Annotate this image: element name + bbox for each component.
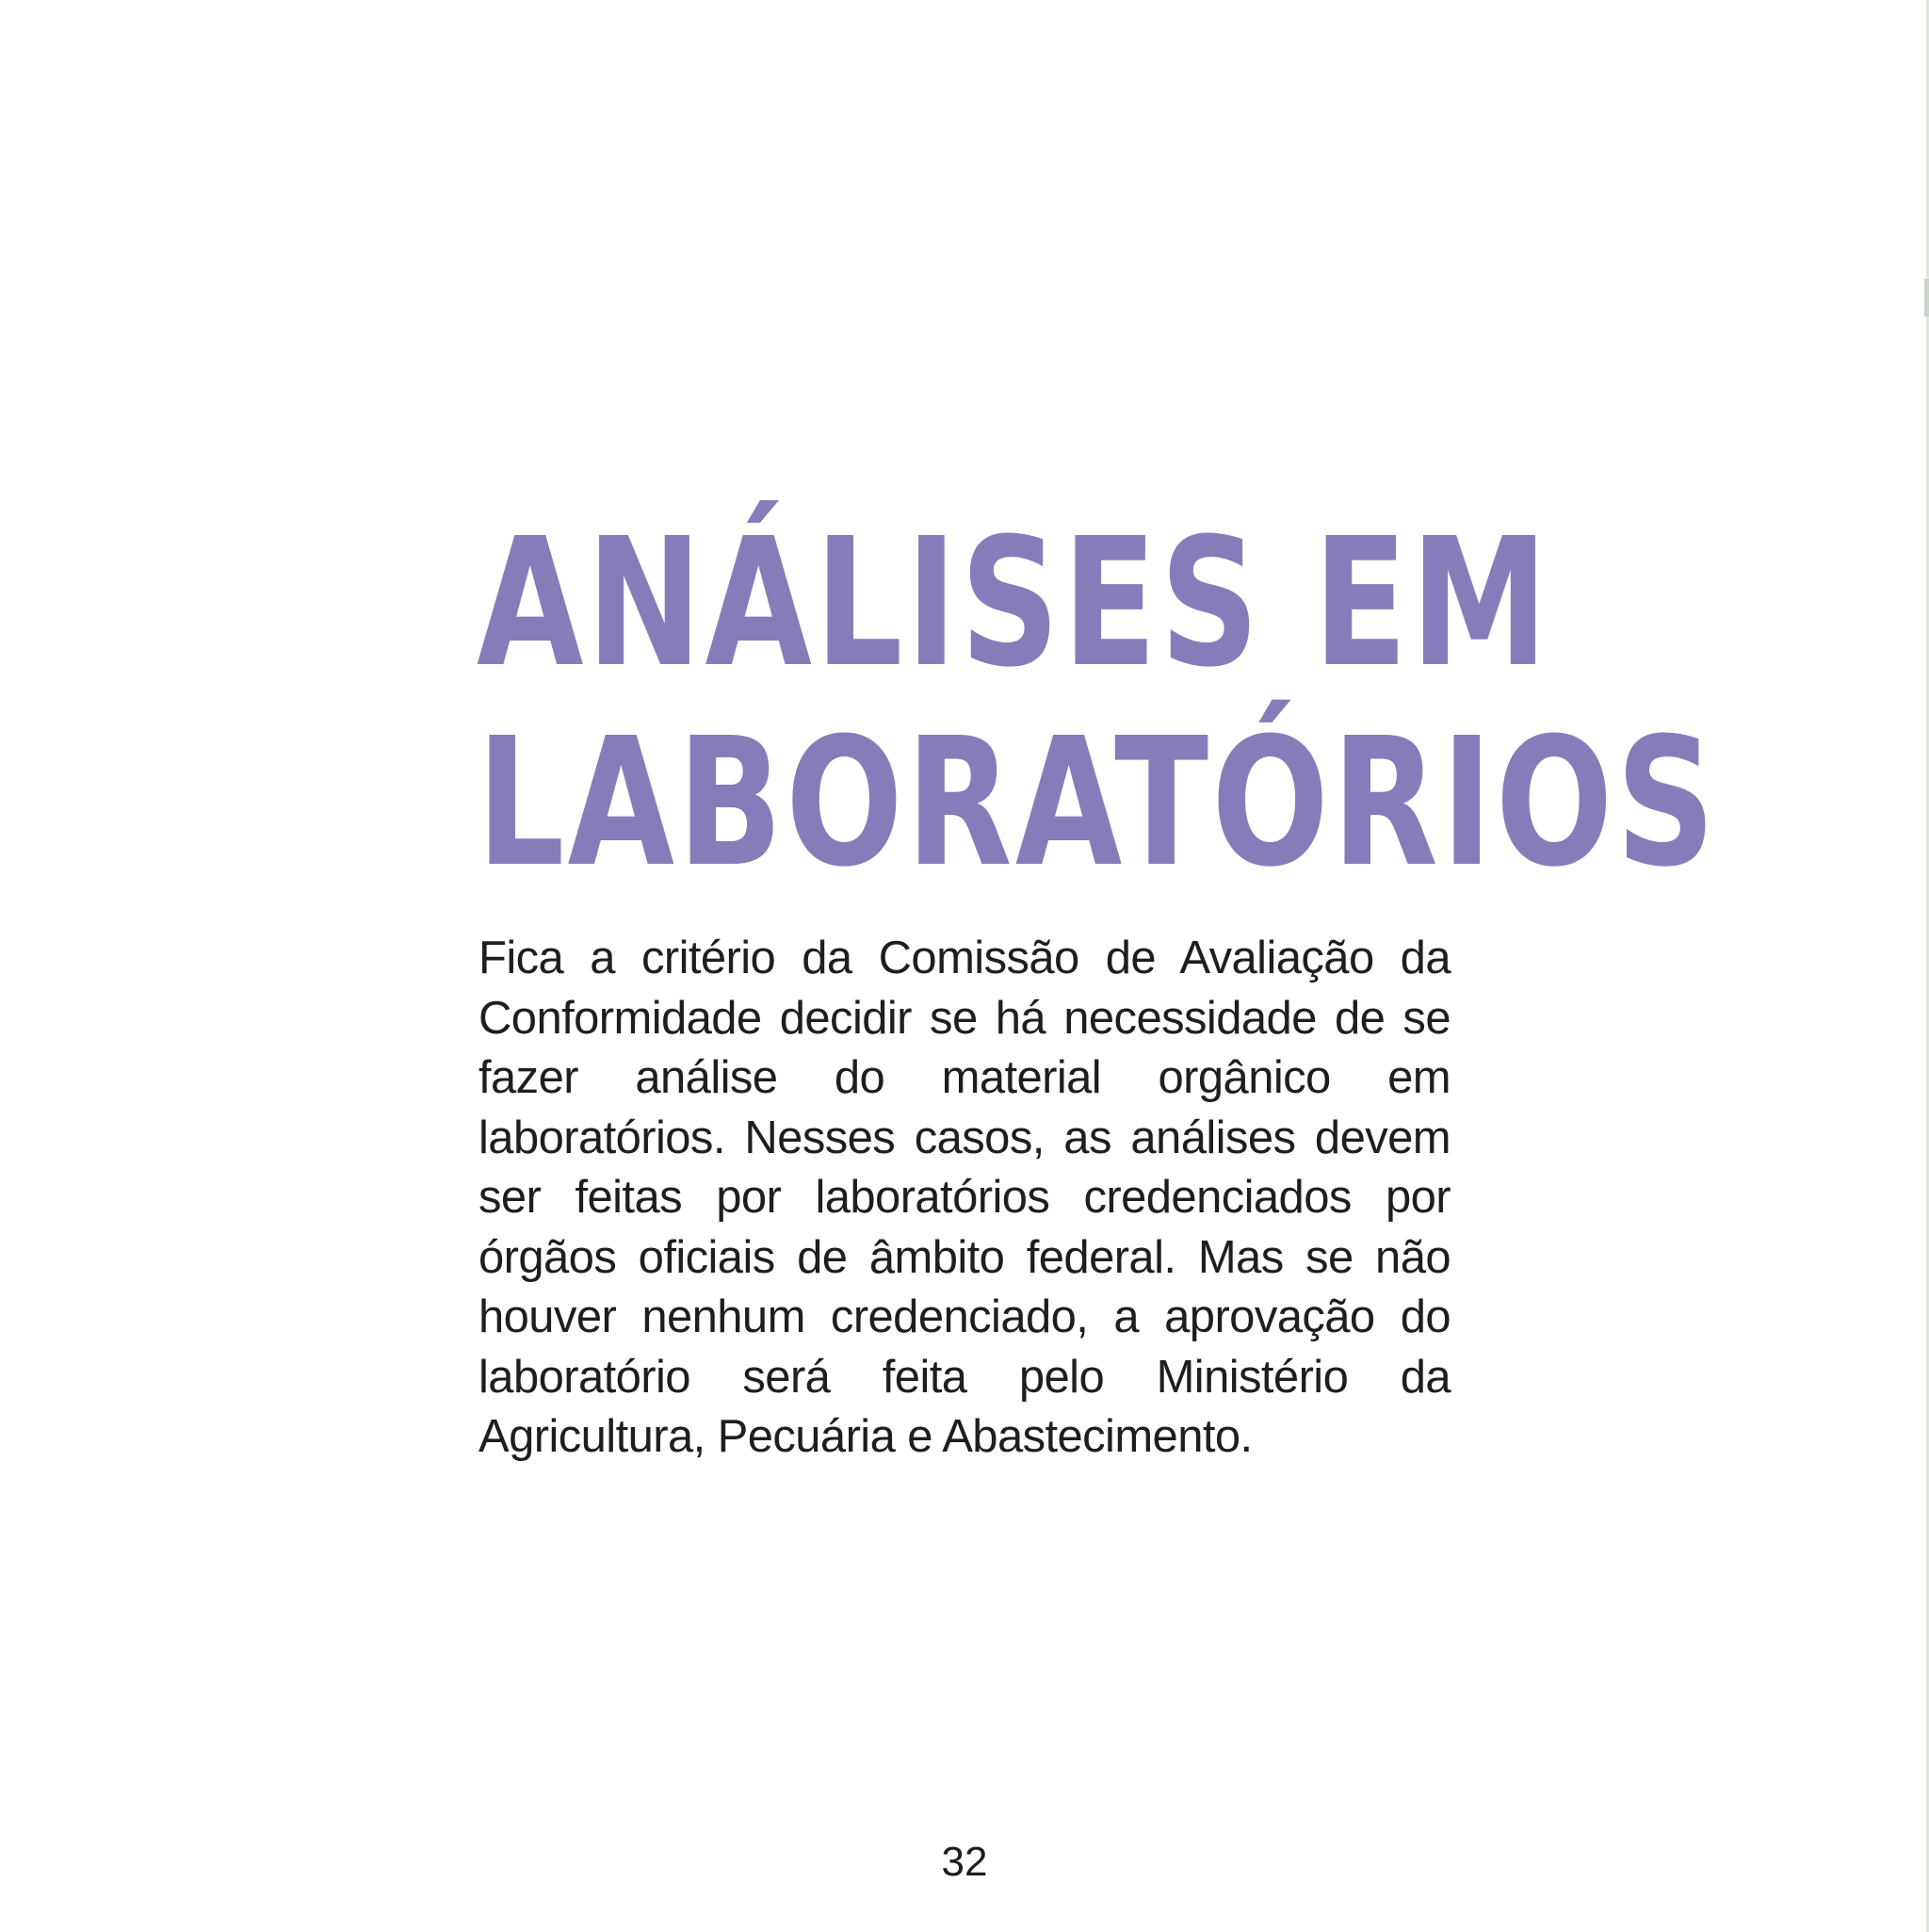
page-edge-tick — [1924, 279, 1929, 317]
page-title — [477, 500, 1719, 906]
page-number: 32 — [941, 1839, 988, 1885]
title-line-2: LABORATÓRIOS — [477, 700, 1719, 906]
title-line-1: ANÁLISES EM — [477, 500, 1551, 706]
body-paragraph: Fica a critério da Comissão de Avaliação da Conformidade decidir se há necessidade de se fazer análise do material orgânico em laboratórios. Nesses casos, as análises devem ser feitas por laboratórios credenciados por órgãos oficiais de âmbito federal. Mas se não houver nenhum credenciado, a aprovação do laboratório será feita pelo Ministério da Agricultura, Pecuária e Abastecimento. — [478, 933, 1451, 1462]
